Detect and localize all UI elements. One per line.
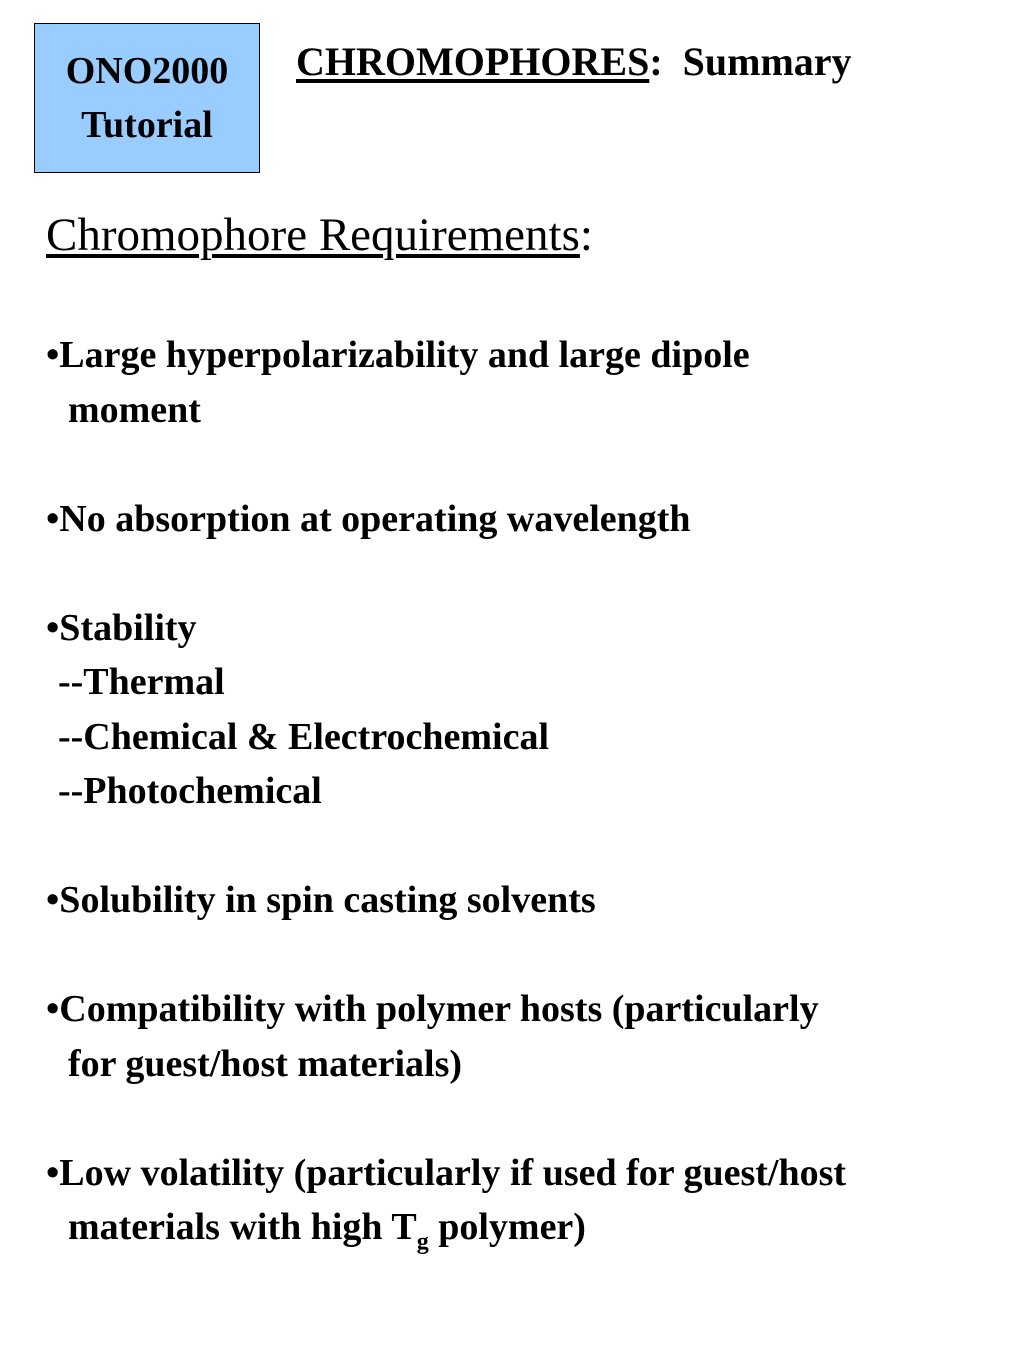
bullet-volatility: •Low volatility (particularly if used for guest/host xyxy=(46,1151,847,1194)
bullet-stability: •Stability xyxy=(46,606,197,649)
spacer xyxy=(46,928,846,983)
bullet-compatibility: •Compatibility with polymer hosts (particularly xyxy=(46,988,819,1030)
badge-line-1: ONO2000 xyxy=(65,50,229,92)
bullet-absorption: •No absorption at operating wavelength xyxy=(46,497,691,540)
slide-title xyxy=(296,39,852,84)
badge-line-2: Tutorial xyxy=(81,104,213,146)
sub-bullet-chemical: --Chemical & Electrochemical xyxy=(58,715,550,758)
volatility-text-pre: materials with high T xyxy=(68,1206,417,1248)
sub-bullet-thermal: --Thermal xyxy=(58,661,225,703)
bullet-hyperpolarizability-cont: moment xyxy=(68,388,201,431)
volatility-text-post: polymer) xyxy=(428,1206,586,1248)
spacer xyxy=(46,546,846,601)
bullet-solubility: •Solubility in spin casting solvents xyxy=(46,879,596,921)
sub-bullet-photochemical: --Photochemical xyxy=(58,770,322,812)
section-heading-colon: : xyxy=(579,209,593,261)
bullet-hyperpolarizability: •Large hyperpolarizability and large dipole xyxy=(46,334,750,376)
slide-title-topic: CHROMOPHORES xyxy=(296,39,650,84)
spacer xyxy=(46,819,846,874)
slide-title-rest: : Summary xyxy=(649,39,852,84)
tutorial-badge xyxy=(34,23,260,173)
bullet-compatibility-cont: for guest/host materials) xyxy=(68,1042,463,1085)
section-heading xyxy=(46,209,593,261)
section-heading-text: Chromophore Requirements xyxy=(46,209,580,261)
tg-subscript: g xyxy=(416,1229,429,1255)
bullet-volatility-cont xyxy=(46,1200,846,1255)
spacer xyxy=(46,1091,846,1146)
requirements-list xyxy=(46,328,846,1255)
spacer xyxy=(46,437,846,492)
